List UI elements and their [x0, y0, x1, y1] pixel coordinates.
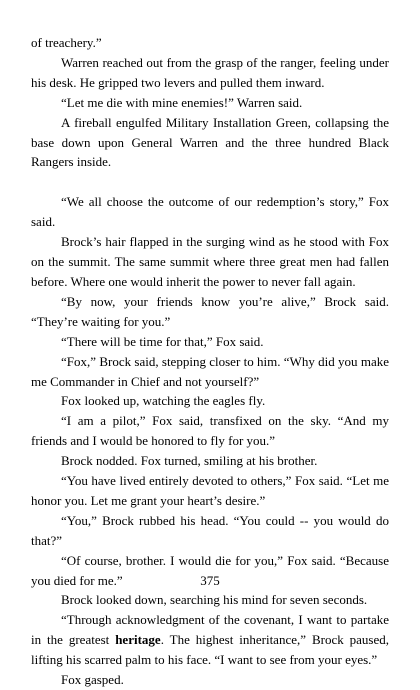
- paragraph: Fox looked up, watching the eagles fly.: [61, 393, 266, 409]
- paragraph: Brock’s hair flapped in the surging wind as he stood with Fox on the summit. The same summit where three great men had fallen before. Where one would inherit the power to never fall again.: [31, 234, 389, 289]
- paragraph-text-end: . The highest inheritance,” Brock paused, lifting his scarred palm to his face. “I want to see from your eyes.”: [31, 632, 389, 668]
- paragraph: of treachery.”: [31, 35, 102, 50]
- paragraph-text-start: “Through acknowledgment of the covenant, I want to partake in the greatest: [31, 612, 389, 648]
- paragraph: “Of course, brother. I would die for you,” Fox said. “Because you died for me.”: [31, 552, 389, 588]
- paragraph: “We all choose the outcome of our redemption’s story,” Fox said.: [31, 194, 389, 230]
- section-break: [31, 172, 389, 192]
- paragraph: “Fox,” Brock said, stepping closer to him. “Why did you make me Commander in Chief and not yourself?”: [31, 353, 389, 389]
- paragraph: “You,” Brock rubbed his head. “You could -- you would do that?”: [31, 512, 389, 548]
- page-body: [31, 33, 389, 690]
- bold-word: heritage: [115, 632, 161, 648]
- paragraph: “There will be time for that,” Fox said.: [61, 333, 264, 349]
- page-number: 375: [200, 573, 220, 588]
- paragraph: Brock nodded. Fox turned, smiling at his brother.: [61, 453, 318, 469]
- paragraph: “You have lived entirely devoted to others,” Fox said. “Let me honor you. Let me grant your heart’s desire.”: [31, 473, 389, 508]
- paragraph: Brock looked down, searching his mind for seven seconds.: [61, 592, 368, 608]
- paragraph: “I am a pilot,” Fox said, transfixed on the sky. “And my friends and I would be honored to fly for you.”: [31, 413, 389, 449]
- paragraph: Warren reached out from the grasp of the ranger, feeling under his desk. He gripped two levers and pulled them inward.: [31, 54, 389, 90]
- paragraph: A fireball engulfed Military Installation Green, collapsing the base down upon General Warren and the three hundred Black Rangers inside.: [31, 114, 389, 170]
- paragraph: Fox gasped.: [61, 672, 124, 688]
- paragraph-with-bold-word: [31, 610, 389, 670]
- paragraph: “By now, your friends know you’re alive,” Brock said. “They’re waiting for you.”: [31, 293, 389, 329]
- paragraph: “Let me die with mine enemies!” Warren said.: [61, 94, 303, 110]
